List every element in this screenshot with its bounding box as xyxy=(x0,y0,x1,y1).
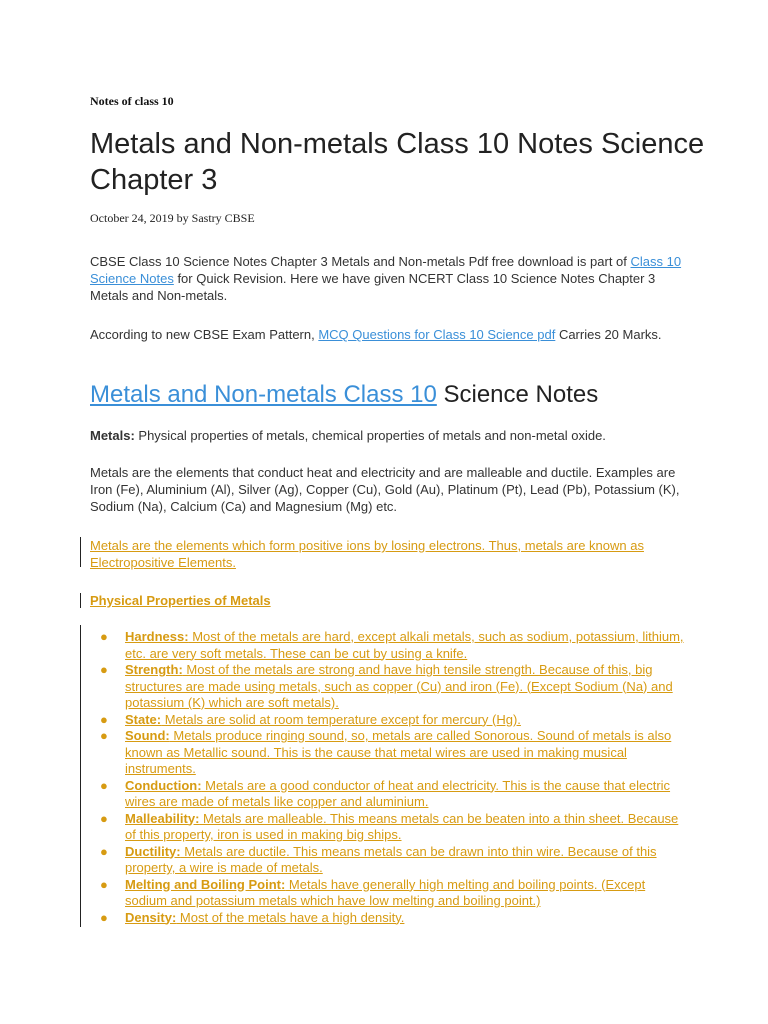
property-term: Strength: xyxy=(125,662,183,677)
bullet-icon: ● xyxy=(100,629,108,644)
bullet-icon: ● xyxy=(100,711,108,727)
section-heading xyxy=(90,380,598,410)
list-item xyxy=(100,778,690,811)
bullet-icon: ● xyxy=(100,777,108,793)
exam-pattern-text: According to new CBSE Exam Pattern, xyxy=(90,327,319,342)
property-text: Metals are solid at room temperature except for mercury (Hg). xyxy=(161,711,521,727)
property-term: Melting and Boiling Point: xyxy=(125,876,286,892)
property-text: Metals produce ringing sound, so, metals are called Sonorous. Sound of metals is also known as Metallic sound. This is the cause that metal wires are used in making musical instruments. xyxy=(125,728,672,776)
property-term: Conduction: xyxy=(125,777,202,793)
subheading-border xyxy=(80,593,81,608)
bullet-icon: ● xyxy=(100,728,108,743)
bullet-icon: ● xyxy=(100,909,108,925)
property-term: Density: xyxy=(125,909,177,925)
page-title: Metals and Non-metals Class 10 Notes Science Chapter 3 xyxy=(90,128,705,196)
property-term: Hardness: xyxy=(125,629,189,644)
property-term: State: xyxy=(125,711,162,727)
intro-text: CBSE Class 10 Science Notes Chapter 3 Metals and Non-metals Pdf free download is part of xyxy=(90,254,631,269)
category-label: Notes of class 10 xyxy=(90,94,174,108)
property-text: Most of the metals have a high density. xyxy=(176,909,405,925)
list-item xyxy=(100,662,690,712)
list-item xyxy=(100,844,690,877)
list-item xyxy=(100,712,690,729)
list-item xyxy=(100,629,690,662)
properties-list xyxy=(100,629,690,926)
section-heading-rest: Science Notes xyxy=(436,381,599,408)
property-text: Metals have generally high melting and boiling points. (Except sodium and potassium metals which have low melting and boiling point.) xyxy=(125,876,646,908)
section-heading-link[interactable]: Metals and Non-metals Class 10 xyxy=(90,381,437,408)
property-text: Metals are malleable. This means metals can be beaten into a thin sheet. Because of this property, iron is used in making big ships. xyxy=(125,810,679,842)
property-text: Metals are ductile. This means metals can be drawn into thin wire. Because of this property, a wire is made of metals. xyxy=(125,843,657,875)
list-item xyxy=(100,811,690,844)
property-term: Malleability: xyxy=(125,810,200,826)
exam-pattern-paragraph xyxy=(90,326,690,343)
intro-text-rest: for Quick Revision. Here we have given NCERT Class 10 Science Notes Chapter 3 Metals and Non-metals. xyxy=(90,271,656,303)
bullet-icon: ● xyxy=(100,843,108,859)
class-10-science-notes-link[interactable]: Class 10 Science Notes xyxy=(90,254,682,286)
bullet-icon: ● xyxy=(100,876,108,892)
property-text: Metals are a good conductor of heat and electricity. This is the cause that electric wires are made of metals like copper and aluminium. xyxy=(125,777,671,809)
property-text: Most of the metals are hard, except alkali metals, such as sodium, potassium, lithium, etc. are very soft metals. These can be cut by using a knife. xyxy=(125,629,684,661)
list-item xyxy=(100,728,690,778)
metals-summary-text: Physical properties of metals, chemical properties of metals and non-metal oxide. xyxy=(134,428,606,443)
physical-properties-heading: Physical Properties of Metals xyxy=(90,593,271,608)
bullet-icon: ● xyxy=(100,662,108,677)
intro-paragraph xyxy=(90,253,690,304)
mcq-questions-link[interactable]: MCQ Questions for Class 10 Science pdf xyxy=(318,327,556,342)
callout-border xyxy=(80,537,81,567)
list-item xyxy=(100,877,690,910)
bullet-icon: ● xyxy=(100,810,108,826)
callout-text: Metals are the elements which form positive ions by losing electrons. Thus, metals are known as Electropositive Elements. xyxy=(90,538,644,570)
metals-summary xyxy=(90,427,690,444)
list-border xyxy=(80,625,81,927)
post-meta: October 24, 2019 by Sastry CBSE xyxy=(90,211,255,225)
property-term: Ductility: xyxy=(125,843,181,859)
exam-pattern-text-rest: Carries 20 Marks. xyxy=(555,327,662,342)
property-text: Most of the metals are strong and have high tensile strength. Because of this, big structures are made using metals, such as copper (Cu) and iron (Fe). (Except Sodium (Na) and potassium (K) which are soft metals). xyxy=(125,662,673,710)
list-item xyxy=(100,910,690,927)
metals-definition: Metals are the elements that conduct heat and electricity and are malleable and ductile. Examples are Iron (Fe), Aluminium (Al), Silver (Ag), Copper (Cu), Gold (Au), Platinum (Pt), Lead (Pb), Potassium (K), Sodium (Na), Calcium (Ca) and Magnesium (Mg) etc. xyxy=(90,465,680,514)
property-term: Sound: xyxy=(125,728,170,743)
metals-label: Metals: xyxy=(90,428,135,443)
